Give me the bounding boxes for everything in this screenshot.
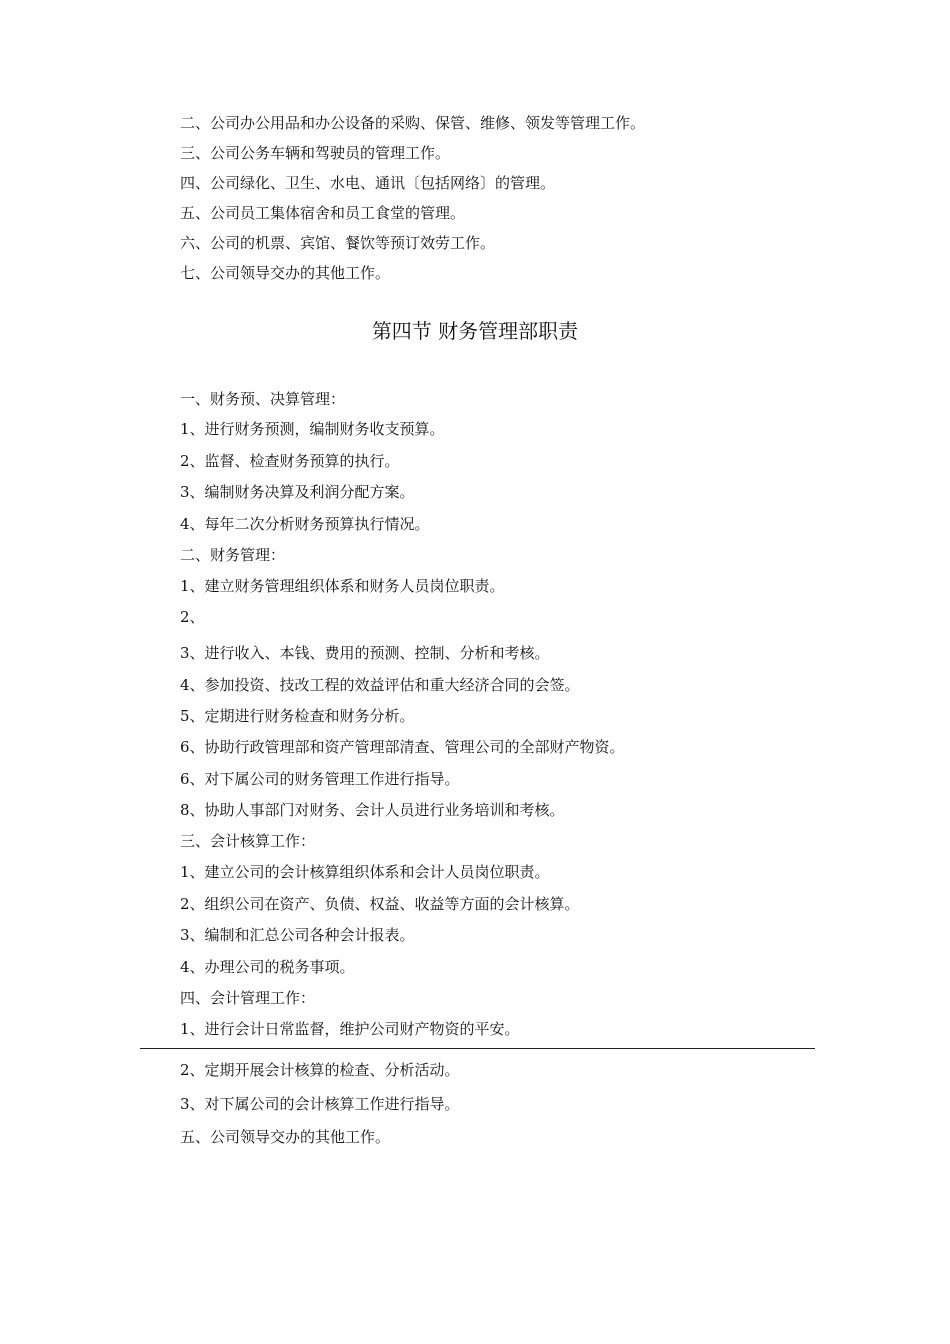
section-item: 三、会计核算工作：	[180, 832, 316, 850]
section-item: 6、协助行政管理部和资产管理部清查、管理公司的全部财产物资。	[180, 738, 625, 756]
top-list-item: 四、公司绿化、卫生、水电、通讯〔包括网络〕的管理。	[180, 174, 556, 192]
section-item: 1、建立财务管理组织体系和财务人员岗位职责。	[180, 577, 505, 595]
section-item: 5、定期进行财务检查和财务分析。	[180, 707, 415, 725]
top-list-item: 七、公司领导交办的其他工作。	[180, 264, 391, 282]
section-item: 3、对下属公司的会计核算工作进行指导。	[180, 1095, 460, 1113]
top-list-item: 三、公司公务车辆和驾驶员的管理工作。	[180, 144, 451, 162]
top-list-item: 二、公司办公用品和办公设备的采购、保管、维修、领发等管理工作。	[180, 114, 646, 132]
top-list-item: 五、公司员工集体宿舍和员工食堂的管理。	[180, 204, 466, 222]
section-item: 二、财务管理：	[180, 546, 286, 564]
section-item: 2、监督、检查财务预算的执行。	[180, 452, 400, 470]
section-item: 2、组织公司在资产、负债、权益、收益等方面的会计核算。	[180, 895, 580, 913]
section-item: 2、	[180, 608, 205, 626]
section-item: 4、每年二次分析财务预算执行情况。	[180, 515, 430, 533]
section-item: 五、公司领导交办的其他工作。	[180, 1128, 391, 1146]
section-item: 3、编制和汇总公司各种会计报表。	[180, 926, 415, 944]
section-item: 6、对下属公司的财务管理工作进行指导。	[180, 770, 460, 788]
section-item: 4、参加投资、技改工程的效益评估和重大经济合同的会签。	[180, 676, 580, 694]
section-title: 第四节 财务管理部职责	[371, 319, 579, 343]
horizontal-divider	[140, 1048, 815, 1049]
section-item: 3、编制财务决算及利润分配方案。	[180, 483, 415, 501]
section-item: 1、进行财务预测，编制财务收支预算。	[180, 420, 445, 438]
top-list-item: 六、公司的机票、宾馆、餐饮等预订效劳工作。	[180, 234, 496, 252]
section-item: 8、协助人事部门对财务、会计人员进行业务培训和考核。	[180, 801, 565, 819]
section-item: 1、进行会计日常监督，维护公司财产物资的平安。	[180, 1020, 520, 1038]
section-item: 四、会计管理工作：	[180, 989, 316, 1007]
section-item: 一、财务预、决算管理：	[180, 390, 346, 408]
section-item: 3、进行收入、本钱、费用的预测、控制、分析和考核。	[180, 644, 550, 662]
section-item: 1、建立公司的会计核算组织体系和会计人员岗位职责。	[180, 863, 550, 881]
section-item: 4、办理公司的税务事项。	[180, 958, 355, 976]
section-item: 2、定期开展会计核算的检查、分析活动。	[180, 1061, 460, 1079]
